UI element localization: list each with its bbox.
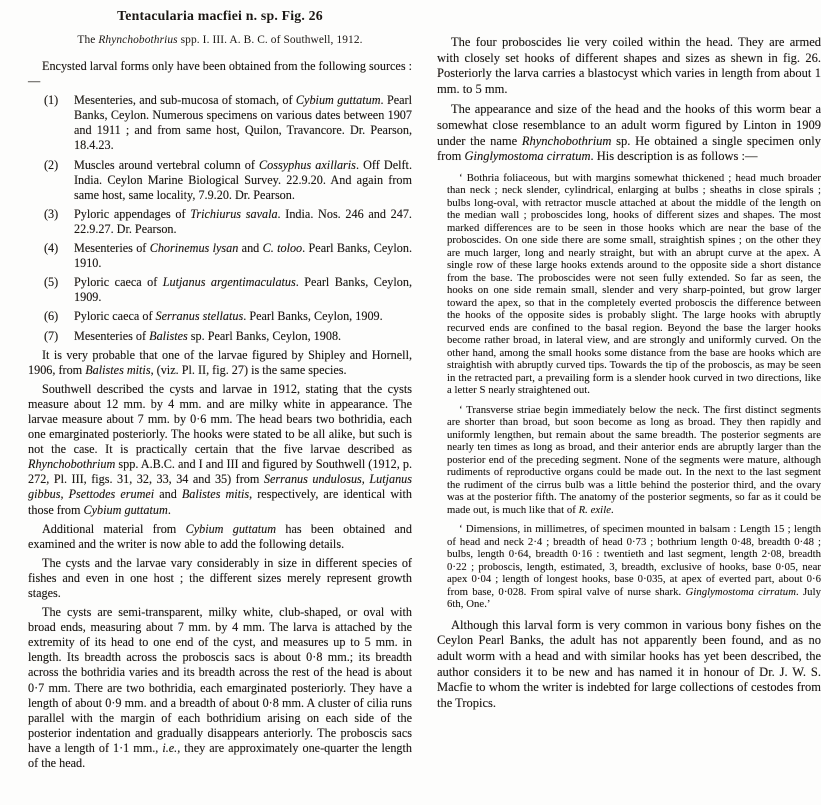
numbered-source-item — [28, 309, 412, 324]
item-text — [74, 241, 412, 271]
numbered-source-item — [28, 93, 412, 153]
species-name-italic: Cybium guttatum — [185, 521, 277, 536]
item-text — [74, 329, 412, 344]
text-run: ‘ Dimensions, in millimetres, of specimen mounted in balsam : Length 15 ; length of head and neck 2·4 ; breadth of head 0·73 ; bothrium length 0·48, breadth 0·48 ; bulbs, length 0·64, breadth 0·16 : twentieth and last segment, length 2·08, breadth 0·22 ; proboscis, length, estimated, 3, breadth, exclusive of hooks, base 0·05, near apex 0·04 ; length of longest hooks, base 0·035, at apex of everted part, about 0·6 from base, 0·028. From spiral valve of nurse shark. — [447, 523, 821, 598]
text-run: Mesenteries of — [74, 328, 150, 343]
species-name-italic: Lutjanus argentimaculatus — [162, 275, 296, 290]
text-run: . — [611, 503, 614, 516]
text-run: Tentacularia macfiei n. sp. Fig. 26 — [117, 8, 323, 23]
paragraph — [437, 618, 821, 712]
text-run: The — [77, 34, 99, 46]
text-run: , they are approximately one-quarter the length of the head. — [28, 740, 412, 771]
item-number: (6) — [44, 309, 59, 324]
text-run: ‘ Bothria foliaceous, but with margins somewhat thickened ; head much broader than neck ; neck slender, cylindrical, enlarging at bulbs ; sheaths in close spirals ; bulbs long-oval, with retractor muscle attached at about the middle of the length on the median wall ; proboscides long, hooks of different sizes and shapes. The most marked differences are to be seen in those hooks which are near the base of the proboscides. On one side there are some small, straightish spines ; on the other they are much larger, long and nearly straight, but with an abrupt curve at the apex. A single row of these large hooks extends around to the opposite side a short distance from the base. The proboscides were not seen fully extended. So far as seen, the hooks on one side remain small, slender and very sharp-pointed, but grow larger toward the apex, so that in the completely everted proboscis the difference between the hooks of the opposite sides is probably slight. The large hooks with abruptly recurved ends are confined to the basal region. Beyond the base the larger hooks become rather broad, in lateral view, and are strongly and uniformly curved. On the other hand, among the small hooks some distance from the base are hooks which are straightish with abruptly curved tips. Towards the tip of the proboscis, as may be seen in the retracted part, a prevailing form is a slender hook curved in two directions, like a letter S nearly straightened out. — [447, 171, 821, 397]
species-name-italic: Rhynchobothrium — [521, 133, 612, 148]
item-number: (2) — [44, 157, 59, 172]
species-name-italic: Balistes — [149, 328, 188, 343]
text-run: ‘ Transverse striae begin immediately below the neck. The first distinct segments are shorter than broad, but soon become as long as broad. They then rapidly and uniformly lengthen, but remain about the same breadth. The posterior segments are nearly ten times as long as broad, and their anterior ends are abruptly larger than the posterior end of the preceding segment. None of the segments were mature, although rudiments of reproductive organs could be made out. In the next to the last segment the rudiment of the cirrus bulb was a little behind the posterior third, and the ovary was at the posterior fifth. The anatomy of the posterior segments, so far as it could be made out, is much like that of — [447, 403, 821, 516]
text-run: . Pearl Banks, Ceylon. Numerous specimens on various dates between 1907 and 1911 ; and from same host, Quilon, Travancore. Dr. Pearson, 18.4.23. — [74, 93, 413, 153]
quoted-description-paragraph — [447, 523, 821, 611]
text-run: Although this larval form is very common in various bony fishes on the Ceylon Pearl Banks, the adult has not apparently been found, and as no adult worm with a head and with similar hooks has yet been described, the author considers it to be new and has named it in honour of Dr. J. W. S. Macfie to whom the writer is indebted for large collections of cestodes from the Tropics. — [437, 617, 821, 710]
item-number: (3) — [44, 206, 59, 221]
species-name-italic: Ginglymostoma cirratum — [464, 149, 591, 164]
text-run: Mesenteries of — [74, 241, 150, 256]
text-run: , (viz. Pl. II, fig. 27) is the same species. — [150, 362, 347, 377]
left-column — [28, 0, 412, 775]
item-number: (4) — [44, 241, 59, 256]
species-name-italic: i.e. — [162, 740, 178, 755]
paper-title — [28, 8, 412, 24]
species-name-italic: Ginglymostoma cirratum — [685, 585, 796, 598]
species-name-italic: Balistes mitis — [181, 487, 250, 502]
text-run: The four proboscides lie very coiled within the head. They are armed with closely set hooks of different shapes and sizes as shewn in fig. 26. Posteriorly the larva carries a blastocyst which varies in length from about 1 mm. to 5 mm. — [437, 35, 821, 96]
text-run: , respectively, are identical with those from — [28, 487, 412, 517]
text-run: . Pearl Banks, Ceylon, 1909. — [243, 309, 383, 324]
text-run: Southwell described the cysts and larvae in 1912, stating that the cysts measure about 12 mm. by 4 mm. and are milky white in appearance. The larvae measure about 7 mm. by 0·6 mm. The head bears two bothridia, each one emarginated posteriorly. The hooks were stated to be all alike, but such is not the case. It is practically certain that the five larvae described as — [28, 381, 412, 457]
numbered-source-item — [28, 241, 412, 271]
item-text — [74, 309, 412, 324]
item-text — [74, 93, 412, 153]
item-number: (1) — [44, 93, 59, 108]
text-run: . — [167, 502, 171, 517]
species-name-italic: Serranus stellatus — [155, 309, 244, 324]
paragraph — [437, 35, 821, 97]
paragraph — [28, 59, 412, 89]
text-run: has been obtained and examined and the writer is now able to add the following details. — [28, 521, 412, 551]
species-name-italic: Cossyphus axillaris — [259, 157, 356, 172]
species-name-italic: Chorinemus lysan — [149, 241, 239, 256]
text-run: Additional material from — [42, 521, 186, 536]
species-name-italic: Cybium guttatum — [295, 93, 381, 108]
text-run: spp. I. III. A. B. C. of Southwell, 1912. — [177, 34, 363, 46]
paragraph — [28, 556, 412, 601]
text-run: The cysts are semi-transparent, milky white, club-shaped, or oval with broad ends, measuring about 7 mm. by 4 mm. The larva is attached by the extremity of its head to one end of the cyst, and measures up to 5 mm. in length. Its breadth across the proboscis sacs is about 0·8 mm.; its breadth across the bothridia varies and its breadth across the rest of the head is about 0·7 mm. There are two bothridia, each emarginated posteriorly. They have a length of about 0·9 mm. and a breadth of about 0·8 mm. A cluster of cilia runs parallel with the margin of each bothridium arising on each side of the posterior indentation and gradually disappears anteriorly. The proboscis sacs have a length of 1·1 mm., — [28, 605, 412, 755]
text-run: Pyloric caeca of — [74, 275, 163, 290]
paper-subtitle — [28, 34, 412, 46]
paragraph — [437, 102, 821, 164]
right-column — [437, 0, 821, 716]
text-run: Encysted larval forms only have been obtained from the following sources :— — [28, 59, 412, 89]
text-run: . Pearl Banks, Ceylon, 1909. — [74, 275, 412, 305]
text-run: Pyloric appendages of — [74, 206, 191, 221]
text-run: . Pearl Banks, Ceylon. 1910. — [74, 241, 412, 271]
item-number: (7) — [44, 328, 59, 343]
text-run: Mesenteries, and sub-mucosa of stomach, of — [74, 93, 296, 108]
item-text — [74, 275, 412, 305]
species-name-italic: R. exile — [578, 503, 612, 516]
numbered-source-item — [28, 158, 412, 203]
text-run: sp. He obtained a single specimen only from — [437, 133, 821, 164]
text-run: and — [238, 241, 263, 256]
numbered-source-item — [28, 207, 412, 237]
item-number: (5) — [44, 275, 59, 290]
text-run: and — [154, 487, 182, 502]
species-name-italic: Trichiurus savala — [190, 206, 278, 221]
text-run: . India. Nos. 246 and 247. 22.9.27. Dr. Pearson. — [74, 206, 412, 236]
species-name-italic: Serranus undulosus, Lutjanus gibbus, Psettodes erumei — [28, 472, 412, 502]
species-name-italic: Rhynchobothrius — [98, 34, 178, 46]
paragraph — [28, 382, 412, 518]
species-name-italic: Cybium guttatum — [83, 502, 168, 517]
text-run: Muscles around vertebral column of — [74, 157, 260, 172]
quoted-description-paragraph — [447, 172, 821, 397]
text-run: . Off Delft. India. Ceylon Marine Biological Survey. 22.9.20. And again from same host, same locality, 7.9.20. Dr. Pearson. — [74, 157, 412, 202]
text-run: . His description is as follows :— — [590, 149, 758, 164]
species-name-italic: Balistes mitis — [85, 362, 151, 377]
species-name-italic: Rhynchobothrium — [28, 457, 116, 472]
text-run: . July 6th, One.’ — [447, 585, 821, 611]
quoted-description-paragraph — [447, 404, 821, 517]
text-run: spp. A.B.C. and I and III and figured by Southwell (1912, p. 272, Pl. III, figs. 31, 32, 33, 34 and 35) from — [28, 457, 412, 487]
text-run: The appearance and size of the head and the hooks of this worm bear a somewhat close resemblance to an adult worm figured by Linton in 1909 under the name — [437, 102, 821, 148]
numbered-source-item — [28, 275, 412, 305]
numbered-source-item — [28, 329, 412, 344]
text-run: Pyloric caeca of — [74, 309, 156, 324]
item-text — [74, 207, 412, 237]
paragraph — [28, 605, 412, 771]
paragraph — [28, 348, 412, 378]
paragraph — [28, 522, 412, 552]
species-name-italic: C. toloo — [262, 241, 303, 256]
text-run: The cysts and the larvae vary considerably in size in different species of fishes and even in one host ; the different sizes merely represent growth stages. — [28, 555, 412, 600]
text-run: sp. Pearl Banks, Ceylon, 1908. — [187, 328, 342, 343]
item-text — [74, 158, 412, 203]
text-run: It is very probable that one of the larvae figured by Shipley and Hornell, 1906, from — [28, 347, 412, 377]
